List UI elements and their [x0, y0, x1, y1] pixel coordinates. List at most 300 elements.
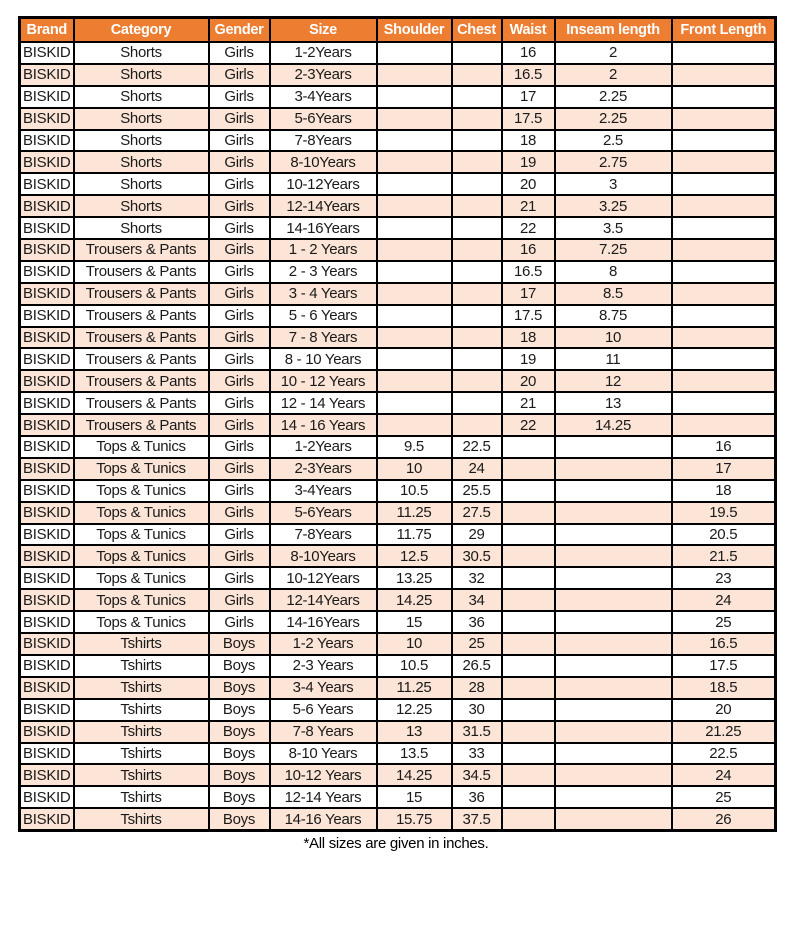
cell-gender: Girls [209, 195, 270, 217]
cell-chest: 25 [452, 633, 502, 655]
cell-brand: BISKID [20, 305, 74, 327]
cell-size: 10-12Years [270, 173, 377, 195]
table-row [20, 327, 776, 349]
table-row [20, 370, 776, 392]
table-row [20, 195, 776, 217]
cell-front-length [672, 64, 776, 86]
cell-waist [502, 655, 555, 677]
cell-category: Shorts [74, 173, 209, 195]
cell-front-length: 16.5 [672, 633, 776, 655]
table-row [20, 108, 776, 130]
cell-shoulder [377, 348, 452, 370]
cell-front-length: 20.5 [672, 524, 776, 546]
table-row [20, 239, 776, 261]
cell-category: Tops & Tunics [74, 524, 209, 546]
cell-size: 12-14Years [270, 195, 377, 217]
cell-shoulder: 12.25 [377, 699, 452, 721]
cell-size: 3-4 Years [270, 677, 377, 699]
cell-front-length: 20 [672, 699, 776, 721]
cell-brand: BISKID [20, 808, 74, 830]
cell-front-length: 16 [672, 436, 776, 458]
cell-inseam-length [555, 611, 672, 633]
cell-waist: 17 [502, 283, 555, 305]
cell-shoulder [377, 392, 452, 414]
cell-gender: Girls [209, 589, 270, 611]
cell-chest: 31.5 [452, 721, 502, 743]
cell-front-length: 22.5 [672, 743, 776, 765]
column-header-category: Category [74, 18, 209, 43]
cell-shoulder: 15 [377, 786, 452, 808]
cell-size: 14-16Years [270, 217, 377, 239]
cell-gender: Girls [209, 327, 270, 349]
cell-shoulder [377, 86, 452, 108]
cell-size: 14-16 Years [270, 808, 377, 830]
cell-shoulder [377, 130, 452, 152]
cell-front-length [672, 130, 776, 152]
cell-brand: BISKID [20, 370, 74, 392]
cell-inseam-length [555, 458, 672, 480]
cell-category: Trousers & Pants [74, 261, 209, 283]
cell-category: Trousers & Pants [74, 283, 209, 305]
cell-waist: 22 [502, 217, 555, 239]
cell-front-length: 18 [672, 480, 776, 502]
column-header-gender: Gender [209, 18, 270, 43]
cell-front-length [672, 195, 776, 217]
cell-chest: 25.5 [452, 480, 502, 502]
cell-brand: BISKID [20, 64, 74, 86]
cell-inseam-length: 10 [555, 327, 672, 349]
cell-gender: Girls [209, 64, 270, 86]
cell-inseam-length: 2.75 [555, 151, 672, 173]
cell-gender: Boys [209, 786, 270, 808]
cell-category: Shorts [74, 130, 209, 152]
cell-waist [502, 699, 555, 721]
table-row [20, 480, 776, 502]
table-row [20, 86, 776, 108]
cell-category: Tshirts [74, 786, 209, 808]
cell-brand: BISKID [20, 130, 74, 152]
column-header-size: Size [270, 18, 377, 43]
cell-chest: 28 [452, 677, 502, 699]
cell-size: 14-16Years [270, 611, 377, 633]
cell-size: 1-2Years [270, 42, 377, 64]
cell-brand: BISKID [20, 764, 74, 786]
cell-shoulder: 13.5 [377, 743, 452, 765]
cell-gender: Girls [209, 436, 270, 458]
cell-waist: 21 [502, 392, 555, 414]
header-row [20, 18, 776, 43]
cell-size: 1-2 Years [270, 633, 377, 655]
cell-gender: Girls [209, 545, 270, 567]
cell-front-length: 18.5 [672, 677, 776, 699]
cell-size: 5-6Years [270, 108, 377, 130]
cell-waist [502, 808, 555, 830]
cell-brand: BISKID [20, 151, 74, 173]
cell-inseam-length [555, 721, 672, 743]
table-header-row [20, 18, 776, 43]
cell-brand: BISKID [20, 589, 74, 611]
cell-shoulder: 14.25 [377, 764, 452, 786]
cell-category: Trousers & Pants [74, 392, 209, 414]
table-row [20, 655, 776, 677]
table-body [20, 42, 776, 831]
cell-gender: Girls [209, 414, 270, 436]
table-row [20, 64, 776, 86]
cell-gender: Girls [209, 524, 270, 546]
cell-category: Tops & Tunics [74, 480, 209, 502]
cell-front-length: 21.25 [672, 721, 776, 743]
cell-category: Tshirts [74, 677, 209, 699]
cell-gender: Boys [209, 677, 270, 699]
cell-brand: BISKID [20, 524, 74, 546]
cell-chest [452, 348, 502, 370]
cell-front-length [672, 173, 776, 195]
cell-inseam-length [555, 589, 672, 611]
cell-inseam-length: 3 [555, 173, 672, 195]
cell-waist: 17 [502, 86, 555, 108]
cell-shoulder: 13 [377, 721, 452, 743]
cell-category: Tshirts [74, 764, 209, 786]
cell-gender: Girls [209, 42, 270, 64]
cell-inseam-length [555, 677, 672, 699]
cell-shoulder [377, 261, 452, 283]
cell-inseam-length [555, 524, 672, 546]
cell-front-length [672, 239, 776, 261]
cell-brand: BISKID [20, 567, 74, 589]
cell-chest [452, 305, 502, 327]
cell-inseam-length: 2 [555, 64, 672, 86]
table-row [20, 545, 776, 567]
cell-brand: BISKID [20, 86, 74, 108]
cell-chest: 29 [452, 524, 502, 546]
cell-shoulder [377, 370, 452, 392]
cell-chest [452, 42, 502, 64]
cell-inseam-length: 13 [555, 392, 672, 414]
cell-chest [452, 173, 502, 195]
cell-size: 12-14Years [270, 589, 377, 611]
cell-front-length: 25 [672, 611, 776, 633]
cell-inseam-length: 2.5 [555, 130, 672, 152]
cell-brand: BISKID [20, 195, 74, 217]
cell-gender: Boys [209, 633, 270, 655]
cell-waist: 18 [502, 130, 555, 152]
cell-waist [502, 458, 555, 480]
cell-shoulder: 15 [377, 611, 452, 633]
cell-category: Shorts [74, 108, 209, 130]
cell-category: Tops & Tunics [74, 589, 209, 611]
table-row [20, 217, 776, 239]
cell-waist: 16 [502, 42, 555, 64]
cell-size: 8 - 10 Years [270, 348, 377, 370]
cell-category: Tops & Tunics [74, 502, 209, 524]
cell-size: 8-10Years [270, 151, 377, 173]
cell-shoulder: 10 [377, 633, 452, 655]
cell-chest: 26.5 [452, 655, 502, 677]
table-row [20, 458, 776, 480]
size-chart-table [18, 16, 777, 832]
cell-category: Trousers & Pants [74, 370, 209, 392]
cell-inseam-length: 3.5 [555, 217, 672, 239]
table-row [20, 524, 776, 546]
cell-brand: BISKID [20, 633, 74, 655]
cell-category: Tshirts [74, 633, 209, 655]
cell-inseam-length: 7.25 [555, 239, 672, 261]
cell-front-length [672, 217, 776, 239]
cell-chest [452, 86, 502, 108]
cell-waist: 20 [502, 370, 555, 392]
cell-waist [502, 611, 555, 633]
cell-waist [502, 743, 555, 765]
table-row [20, 589, 776, 611]
cell-category: Trousers & Pants [74, 414, 209, 436]
cell-gender: Boys [209, 655, 270, 677]
cell-front-length: 25 [672, 786, 776, 808]
cell-shoulder [377, 327, 452, 349]
cell-category: Shorts [74, 195, 209, 217]
cell-chest [452, 370, 502, 392]
cell-front-length: 17.5 [672, 655, 776, 677]
cell-chest [452, 108, 502, 130]
cell-category: Tops & Tunics [74, 567, 209, 589]
cell-shoulder: 11.25 [377, 502, 452, 524]
cell-shoulder [377, 217, 452, 239]
cell-waist [502, 764, 555, 786]
table-row [20, 786, 776, 808]
cell-front-length [672, 348, 776, 370]
cell-shoulder [377, 305, 452, 327]
cell-inseam-length [555, 764, 672, 786]
cell-gender: Girls [209, 348, 270, 370]
cell-gender: Girls [209, 130, 270, 152]
cell-brand: BISKID [20, 743, 74, 765]
cell-size: 10-12Years [270, 567, 377, 589]
cell-inseam-length: 14.25 [555, 414, 672, 436]
cell-shoulder: 12.5 [377, 545, 452, 567]
cell-size: 1-2Years [270, 436, 377, 458]
cell-shoulder: 11.25 [377, 677, 452, 699]
cell-shoulder [377, 42, 452, 64]
cell-waist [502, 524, 555, 546]
cell-brand: BISKID [20, 108, 74, 130]
cell-chest [452, 195, 502, 217]
cell-waist: 17.5 [502, 305, 555, 327]
cell-brand: BISKID [20, 173, 74, 195]
cell-inseam-length [555, 480, 672, 502]
table-row [20, 743, 776, 765]
cell-brand: BISKID [20, 786, 74, 808]
cell-size: 3 - 4 Years [270, 283, 377, 305]
cell-size: 7-8 Years [270, 721, 377, 743]
cell-size: 1 - 2 Years [270, 239, 377, 261]
cell-shoulder: 14.25 [377, 589, 452, 611]
cell-inseam-length: 8.5 [555, 283, 672, 305]
cell-brand: BISKID [20, 414, 74, 436]
cell-category: Tshirts [74, 808, 209, 830]
cell-front-length [672, 392, 776, 414]
cell-shoulder: 15.75 [377, 808, 452, 830]
cell-front-length [672, 151, 776, 173]
cell-brand: BISKID [20, 480, 74, 502]
cell-chest: 30.5 [452, 545, 502, 567]
cell-inseam-length [555, 699, 672, 721]
cell-waist [502, 480, 555, 502]
cell-brand: BISKID [20, 458, 74, 480]
cell-waist: 16 [502, 239, 555, 261]
cell-shoulder: 9.5 [377, 436, 452, 458]
cell-gender: Girls [209, 108, 270, 130]
cell-category: Tshirts [74, 655, 209, 677]
cell-shoulder: 10.5 [377, 655, 452, 677]
cell-gender: Girls [209, 567, 270, 589]
cell-brand: BISKID [20, 239, 74, 261]
column-header-waist: Waist [502, 18, 555, 43]
table-row [20, 502, 776, 524]
table-row [20, 764, 776, 786]
cell-shoulder [377, 173, 452, 195]
cell-gender: Boys [209, 721, 270, 743]
cell-category: Tshirts [74, 721, 209, 743]
cell-brand: BISKID [20, 261, 74, 283]
cell-gender: Boys [209, 699, 270, 721]
table-row [20, 611, 776, 633]
cell-waist [502, 633, 555, 655]
cell-brand: BISKID [20, 436, 74, 458]
size-chart-container [18, 16, 774, 852]
cell-brand: BISKID [20, 283, 74, 305]
cell-gender: Girls [209, 151, 270, 173]
cell-category: Shorts [74, 42, 209, 64]
cell-shoulder: 11.75 [377, 524, 452, 546]
cell-chest: 37.5 [452, 808, 502, 830]
table-row [20, 348, 776, 370]
cell-inseam-length [555, 502, 672, 524]
table-row [20, 721, 776, 743]
column-header-front-length: Front Length [672, 18, 776, 43]
cell-brand: BISKID [20, 217, 74, 239]
cell-gender: Boys [209, 764, 270, 786]
cell-waist [502, 545, 555, 567]
cell-inseam-length [555, 567, 672, 589]
cell-shoulder [377, 239, 452, 261]
cell-category: Tops & Tunics [74, 458, 209, 480]
cell-front-length [672, 108, 776, 130]
cell-size: 10-12 Years [270, 764, 377, 786]
table-row [20, 392, 776, 414]
cell-gender: Girls [209, 305, 270, 327]
cell-brand: BISKID [20, 327, 74, 349]
cell-inseam-length [555, 743, 672, 765]
cell-gender: Boys [209, 808, 270, 830]
cell-chest: 33 [452, 743, 502, 765]
cell-chest [452, 151, 502, 173]
table-row [20, 42, 776, 64]
table-row [20, 808, 776, 830]
table-row [20, 436, 776, 458]
units-footnote: *All sizes are given in inches. [303, 835, 489, 853]
cell-shoulder: 13.25 [377, 567, 452, 589]
column-header-inseam-length: Inseam length [555, 18, 672, 43]
cell-category: Shorts [74, 86, 209, 108]
cell-size: 7-8Years [270, 130, 377, 152]
cell-shoulder [377, 108, 452, 130]
cell-waist: 16.5 [502, 64, 555, 86]
cell-front-length: 21.5 [672, 545, 776, 567]
cell-brand: BISKID [20, 502, 74, 524]
cell-category: Tops & Tunics [74, 545, 209, 567]
cell-chest [452, 239, 502, 261]
cell-category: Tshirts [74, 699, 209, 721]
cell-chest [452, 327, 502, 349]
cell-shoulder [377, 195, 452, 217]
cell-front-length: 26 [672, 808, 776, 830]
cell-size: 2-3Years [270, 458, 377, 480]
cell-gender: Girls [209, 217, 270, 239]
cell-chest: 24 [452, 458, 502, 480]
cell-gender: Girls [209, 502, 270, 524]
cell-brand: BISKID [20, 42, 74, 64]
column-header-shoulder: Shoulder [377, 18, 452, 43]
cell-waist [502, 502, 555, 524]
cell-front-length [672, 283, 776, 305]
cell-inseam-length: 11 [555, 348, 672, 370]
cell-size: 14 - 16 Years [270, 414, 377, 436]
cell-brand: BISKID [20, 545, 74, 567]
cell-category: Trousers & Pants [74, 348, 209, 370]
cell-chest [452, 283, 502, 305]
cell-category: Shorts [74, 64, 209, 86]
cell-waist [502, 677, 555, 699]
cell-size: 7-8Years [270, 524, 377, 546]
cell-shoulder [377, 64, 452, 86]
table-row [20, 261, 776, 283]
cell-size: 2-3Years [270, 64, 377, 86]
cell-front-length [672, 305, 776, 327]
cell-category: Tops & Tunics [74, 611, 209, 633]
cell-brand: BISKID [20, 348, 74, 370]
cell-inseam-length: 2 [555, 42, 672, 64]
cell-brand: BISKID [20, 677, 74, 699]
cell-shoulder: 10 [377, 458, 452, 480]
cell-gender: Girls [209, 283, 270, 305]
cell-waist: 19 [502, 151, 555, 173]
cell-category: Shorts [74, 151, 209, 173]
column-header-chest: Chest [452, 18, 502, 43]
table-row [20, 414, 776, 436]
cell-brand: BISKID [20, 699, 74, 721]
cell-gender: Girls [209, 611, 270, 633]
cell-brand: BISKID [20, 392, 74, 414]
cell-shoulder: 10.5 [377, 480, 452, 502]
cell-front-length [672, 42, 776, 64]
cell-inseam-length: 12 [555, 370, 672, 392]
cell-chest: 30 [452, 699, 502, 721]
cell-front-length: 19.5 [672, 502, 776, 524]
cell-size: 12-14 Years [270, 786, 377, 808]
cell-inseam-length: 2.25 [555, 108, 672, 130]
cell-waist: 17.5 [502, 108, 555, 130]
table-row [20, 677, 776, 699]
cell-chest [452, 64, 502, 86]
cell-waist: 21 [502, 195, 555, 217]
cell-chest: 36 [452, 611, 502, 633]
cell-inseam-length: 3.25 [555, 195, 672, 217]
cell-shoulder [377, 151, 452, 173]
cell-chest: 22.5 [452, 436, 502, 458]
cell-gender: Girls [209, 392, 270, 414]
cell-inseam-length [555, 545, 672, 567]
cell-chest [452, 261, 502, 283]
cell-front-length: 23 [672, 567, 776, 589]
